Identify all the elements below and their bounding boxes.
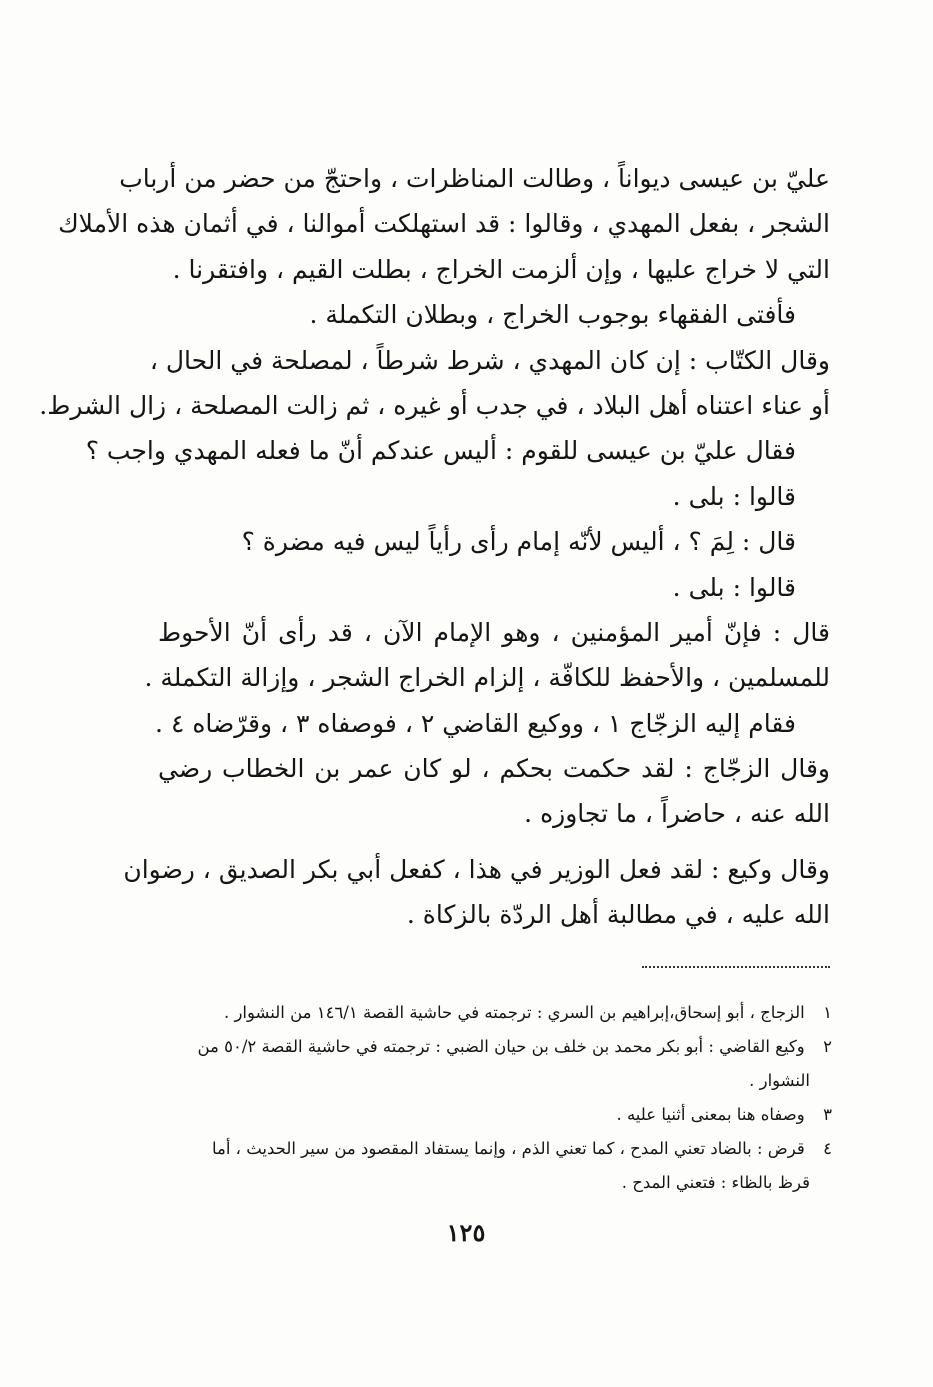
footnote-number: ٤ <box>823 1139 832 1158</box>
text-line: قالوا : بلى . <box>672 481 796 511</box>
footnote-separator <box>642 966 830 968</box>
footnote-item <box>156 1132 832 1166</box>
text-line: فقام إليه الزجّاج ١ ، ووكيع القاضي ٢ ، فوصفاه ٣ ، وقرّضاه ٤ . <box>155 708 796 738</box>
footnotes <box>156 996 832 1200</box>
text-line: وقال الكتّاب : إن كان المهدي ، شرط شرطاً ، لمصلحة في الحال ، <box>149 345 830 375</box>
text-line: وقال الزجّاج : لقد حكمت بحكم ، لو كان عمر بن الخطاب رضي <box>158 754 830 784</box>
text-line: للمسلمين ، والأحفظ للكافّة ، إلزام الخراج الشجر ، وإزالة التكملة . <box>144 663 830 693</box>
text-line: عليّ بن عيسى ديواناً ، وطالت المناظرات ، واحتجّ من حضر من أرباب <box>119 164 830 193</box>
text-line: أو عناء اعتناه أهل البلاد ، في جدب أو غيره ، ثم زالت المصلحة ، زال الشرط. <box>39 390 830 420</box>
footnote-text: قرض : بالضاد تعني المدح ، كما تعني الذم ، وإنما يستفاد المقصود من سير الحديث ، أما <box>211 1139 805 1158</box>
text-line: قالوا : بلى . <box>672 572 796 602</box>
footnote-number: ٣ <box>823 1105 832 1124</box>
text-line: الله عنه ، حاضراً ، ما تجاوزه . <box>524 799 830 829</box>
footnote-number: ٢ <box>823 1037 832 1056</box>
text-line: وقال وكيع : لقد فعل الوزير في هذا ، كفعل أبي بكر الصديق ، رضوان <box>123 854 830 884</box>
main-text <box>39 156 830 938</box>
text-line: فأفتى الفقهاء بوجوب الخراج ، وبطلان التكملة . <box>309 300 796 330</box>
footnote-continuation: النشوار . <box>749 1071 810 1090</box>
text-line: الشجر ، بفعل المهدي ، وقالوا : قد استهلكت أموالنا ، في أثمان هذه الأملاك <box>58 209 830 239</box>
footnote-continuation: قرظ بالظاء : فتعني المدح . <box>621 1173 810 1192</box>
text-line: الله عليه ، في مطالبة أهل الردّة بالزكاة . <box>406 900 830 930</box>
footnote-item <box>156 996 832 1030</box>
footnote-text: وكيع القاضي : أبو بكر محمد بن خلف بن حيان الضبي : ترجمته في حاشية القصة ٥٠/٢ من <box>197 1037 805 1056</box>
text-line: قال : لِمَ ؟ ، أليس لأنّه إمام رأى رأياً ليس فيه مضرة ؟ <box>241 527 796 557</box>
footnote-item <box>156 1098 832 1132</box>
text-line: التي لا خراج عليها ، وإن ألزمت الخراج ، بطلت القيم ، وافتقرنا . <box>172 254 830 284</box>
page-number: ١٢٥ <box>446 1218 486 1247</box>
footnote-item <box>156 1030 832 1064</box>
footnote-text: الزجاج ، أبو إسحاق،إبراهيم بن السري : ترجمته في حاشية القصة ١٤٦/١ من النشوار . <box>223 1003 805 1022</box>
footnote-text: وصفاه هنا بمعنى أثنيا عليه . <box>616 1105 805 1124</box>
footnote-number: ١ <box>823 1003 832 1022</box>
text-line: قال : فإنّ أمير المؤمنين ، وهو الإمام الآن ، قد رأى أنّ الأحوط <box>158 617 830 647</box>
text-line: فقال عليّ بن عيسى للقوم : أليس عندكم أنّ ما فعله المهدي واجب ؟ <box>85 436 796 466</box>
